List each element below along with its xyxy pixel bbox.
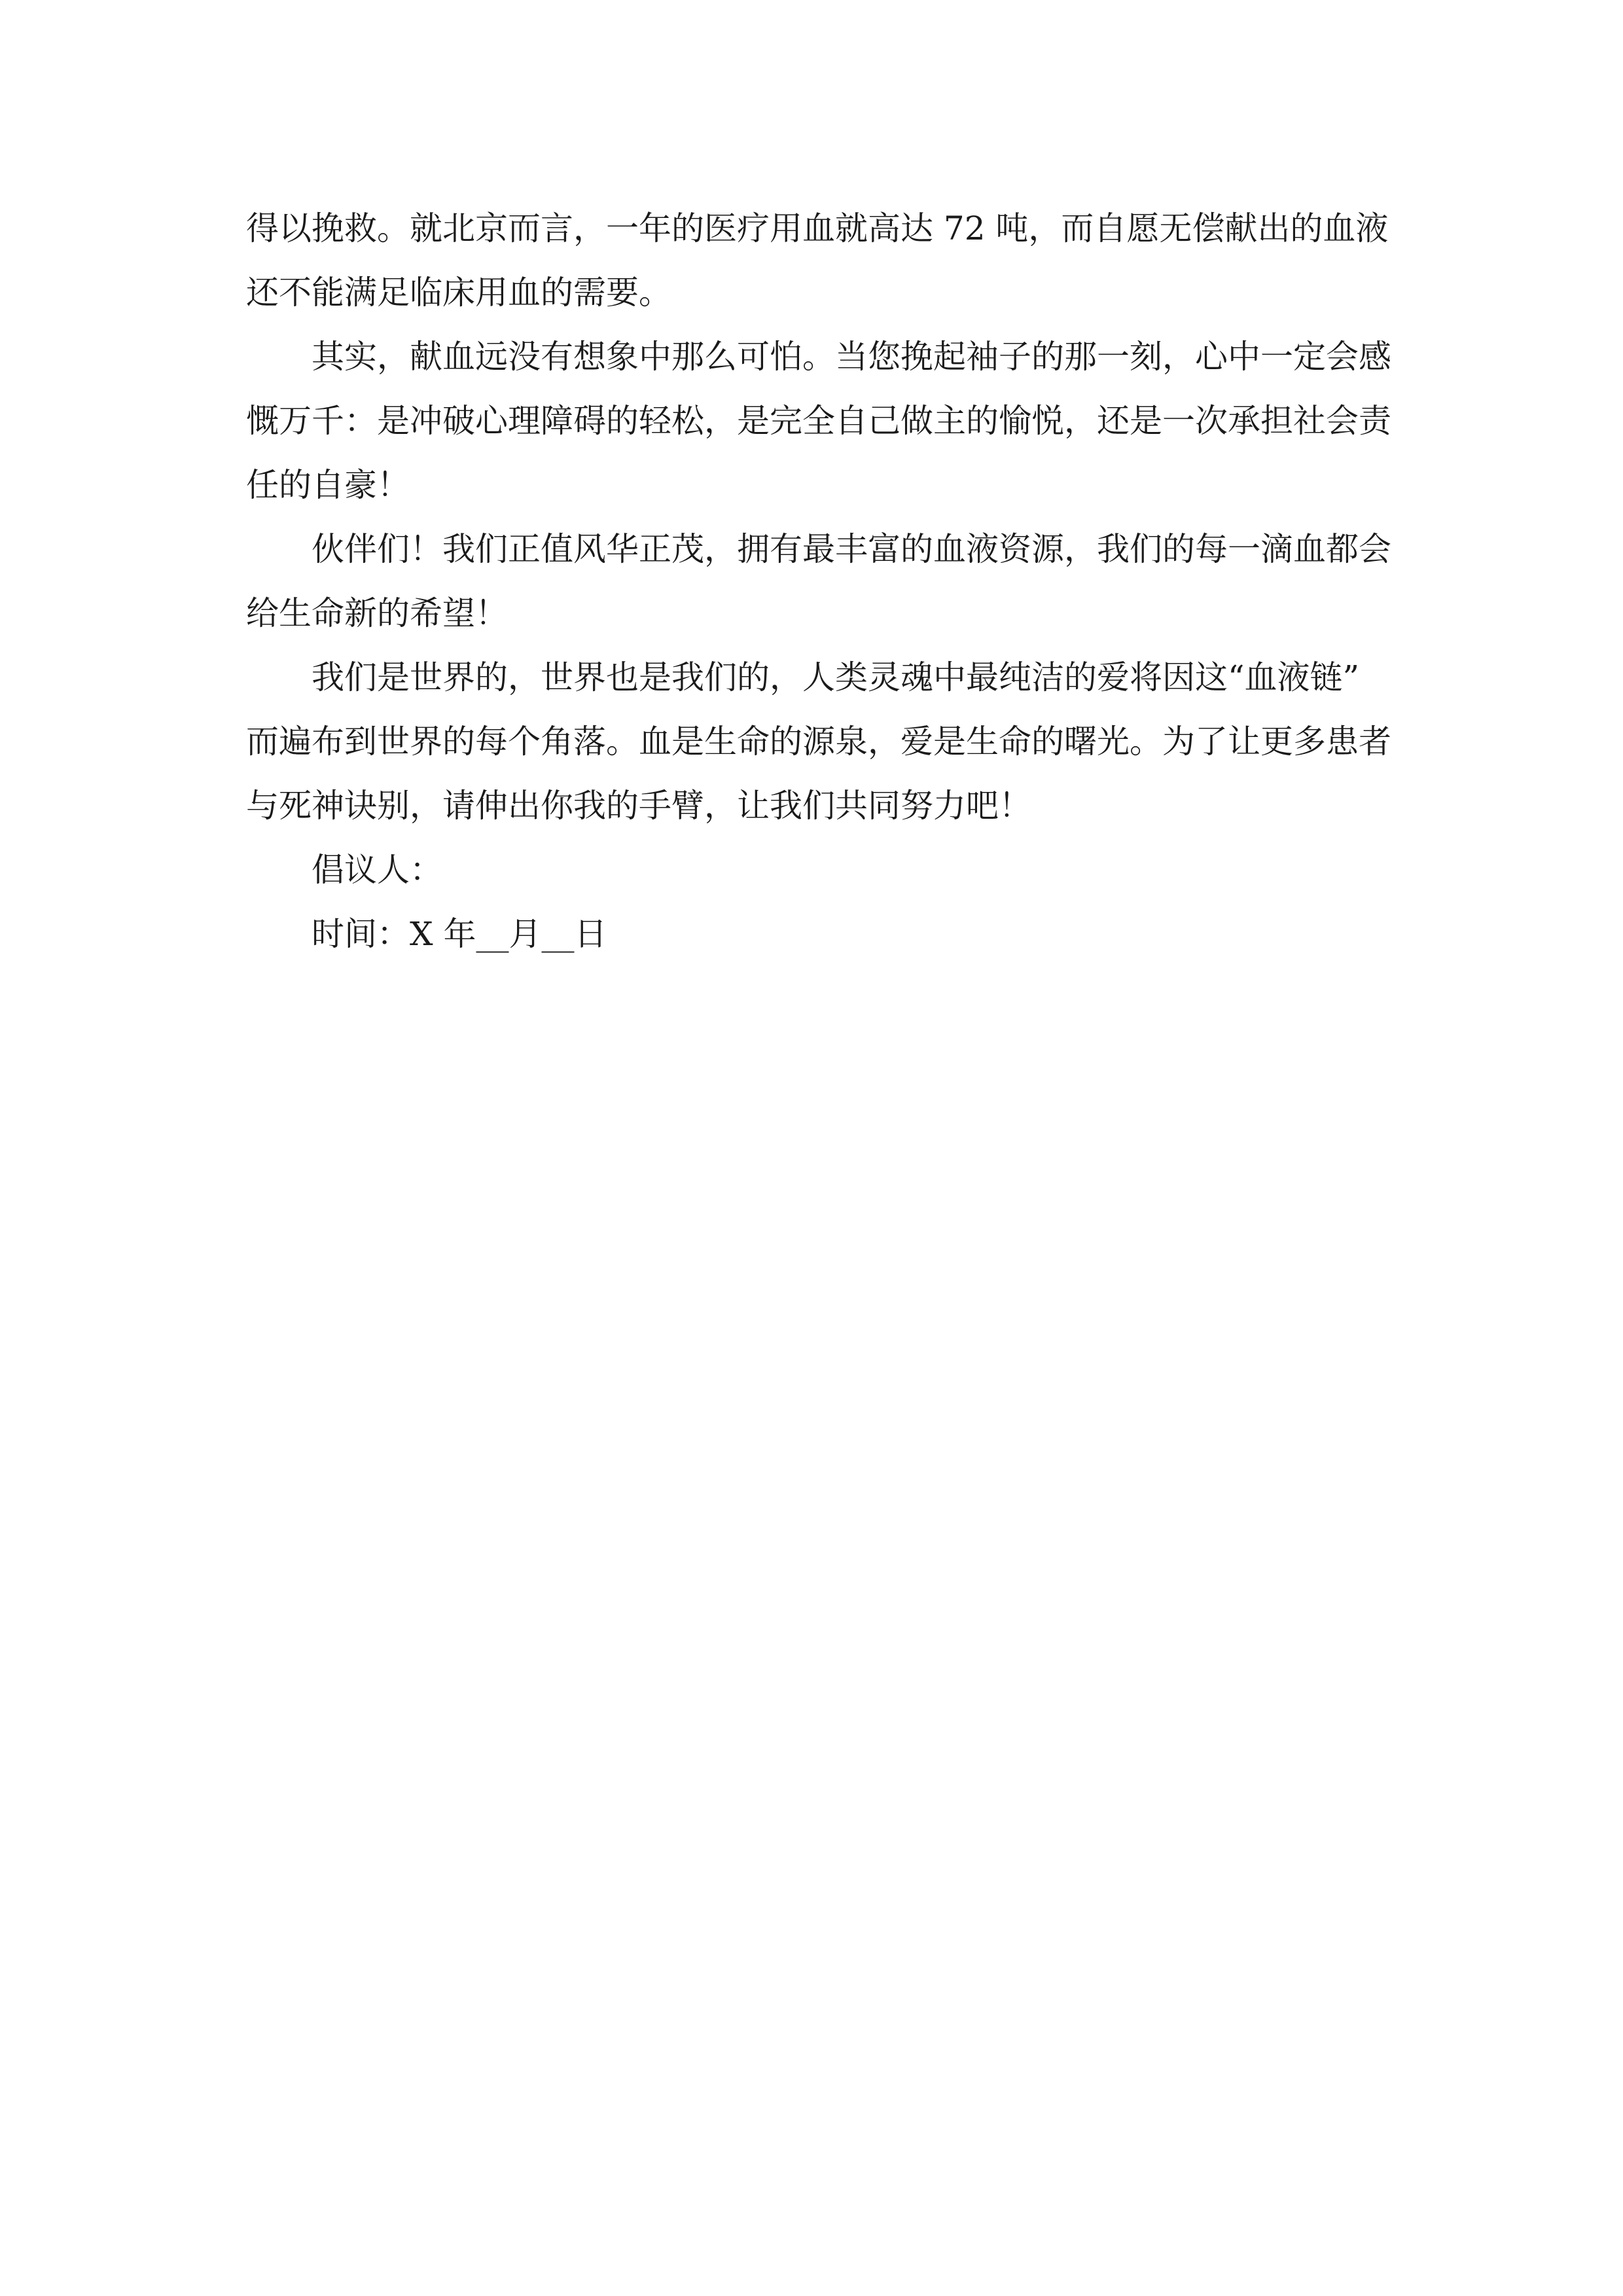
text-line: 而遍布到世界的每个角落。血是生命的源泉，爱是生命的曙光。为了让更多患者: [246, 723, 1391, 761]
paragraph-start-line: 我们是世界的，世界也是我们的，人类灵魂中最纯洁的爱将因这“血液链”: [312, 658, 1360, 696]
paragraph-start-line: 其实，献血远没有想象中那么可怕。当您挽起袖子的那一刻，心中一定会感: [312, 338, 1391, 376]
text-line: 任的自豪！: [246, 466, 410, 504]
initiator-line: 倡议人：: [312, 851, 442, 889]
date-line: 时间：X 年__月__日: [312, 915, 607, 953]
document-body: [246, 196, 1391, 966]
paragraph-start-line: 伙伴们！我们正值风华正茂，拥有最丰富的血液资源，我们的每一滴血都会: [312, 530, 1391, 568]
text-line: 还不能满足临床用血的需要。: [246, 274, 671, 312]
text-line: 与死神诀别，请伸出你我的手臂，让我们共同努力吧！: [246, 787, 1031, 825]
text-line: 得以挽救。就北京而言，一年的医疗用血就高达 72 吨，而自愿无偿献出的血液: [246, 209, 1389, 247]
text-line: 慨万千：是冲破心理障碍的轻松，是完全自己做主的愉悦，还是一次承担社会责: [246, 402, 1391, 440]
text-line: 给生命新的希望！: [246, 594, 508, 632]
